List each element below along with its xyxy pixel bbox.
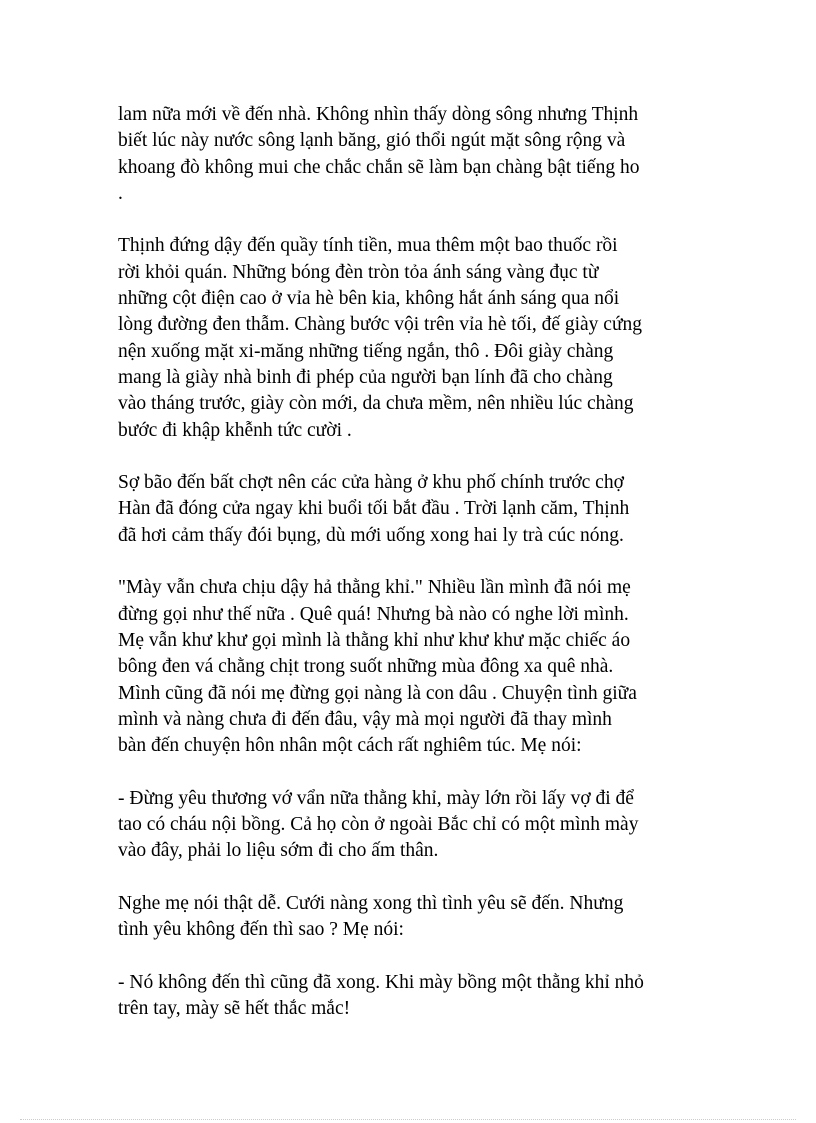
text-line: mình và nàng chưa đi đến đâu, vậy mà mọi người đã thay mình — [118, 708, 612, 730]
text-line: . — [118, 182, 123, 204]
text-line: đừng gọi như thế nữa . Quê quá! Nhưng bà nào có nghe lời mình. — [118, 603, 629, 625]
text-line: lòng đường đen thẫm. Chàng bước vội trên vỉa hè tối, đế giày cứng — [118, 314, 643, 336]
text-line: vào tháng trước, giày còn mới, da chưa mềm, nên nhiều lúc chàng — [118, 393, 634, 415]
text-line: biết lúc này nước sông lạnh băng, gió thổi ngút mặt sông rộng và — [118, 130, 626, 152]
text-line: lam nữa mới về đến nhà. Không nhìn thấy dòng sông nhưng Thịnh — [118, 104, 639, 125]
text-line: "Mày vẫn chưa chịu dậy hả thằng khỉ." Nhiều lần mình đã nói mẹ — [118, 577, 631, 599]
text-line: Nghe mẹ nói thật dễ. Cưới nàng xong thì tình yêu sẽ đến. Nhưng — [118, 892, 624, 914]
document-page — [118, 102, 718, 1049]
page-edge-divider — [20, 1119, 796, 1120]
text-line: Thịnh đứng dậy đến quầy tính tiền, mua thêm một bao thuốc rồi — [118, 235, 618, 257]
paragraph — [118, 233, 718, 443]
text-line: đã hơi cảm thấy đói bụng, dù mới uống xong hai ly trà cúc nóng. — [118, 524, 624, 546]
text-line: mang là giày nhà binh đi phép của người bạn lính đã cho chàng — [118, 366, 613, 388]
text-line: bông đen vá chằng chịt trong suốt những mùa đông xa quê nhà. — [118, 656, 614, 678]
paragraph — [118, 786, 718, 865]
text-line: những cột điện cao ở vỉa hè bên kia, không hắt ánh sáng qua nổi — [118, 288, 620, 310]
text-line: tình yêu không đến thì sao ? Mẹ nói: — [118, 919, 404, 941]
paragraph — [118, 470, 718, 549]
text-line: Mẹ vẫn khư khư gọi mình là thằng khỉ như khư khư mặc chiếc áo — [118, 629, 631, 651]
paragraph — [118, 891, 718, 944]
text-line: - Đừng yêu thương vớ vẩn nữa thằng khỉ, mày lớn rồi lấy vợ đi để — [118, 787, 634, 809]
text-line: Hàn đã đóng cửa ngay khi buổi tối bắt đầu . Trời lạnh căm, Thịnh — [118, 498, 630, 520]
paragraph — [118, 102, 718, 207]
text-line: bước đi khập khễnh tức cười . — [118, 419, 352, 441]
paragraph — [118, 575, 718, 759]
text-line: rời khỏi quán. Những bóng đèn tròn tỏa ánh sáng vàng đục từ — [118, 261, 599, 283]
text-line: Sợ bão đến bất chợt nên các cửa hàng ở khu phố chính trước chợ — [118, 472, 624, 494]
text-line: - Nó không đến thì cũng đã xong. Khi mày bồng một thằng khỉ nhỏ — [118, 971, 644, 993]
paragraph — [118, 970, 718, 1023]
text-line: nện xuống mặt xi-măng những tiếng ngắn, thô . Đôi giày chàng — [118, 340, 614, 362]
text-line: Mình cũng đã nói mẹ đừng gọi nàng là con dâu . Chuyện tình giữa — [118, 682, 637, 704]
text-line: bàn đến chuyện hôn nhân một cách rất nghiêm túc. Mẹ nói: — [118, 735, 582, 757]
text-line: tao có cháu nội bồng. Cả họ còn ở ngoài Bắc chỉ có một mình mày — [118, 814, 639, 836]
text-line: vào đây, phải lo liệu sớm đi cho ấm thân. — [118, 840, 439, 862]
text-line: khoang đò không mui che chắc chắn sẽ làm bạn chàng bật tiếng ho — [118, 156, 640, 178]
text-line: trên tay, mày sẽ hết thắc mắc! — [118, 998, 351, 1020]
